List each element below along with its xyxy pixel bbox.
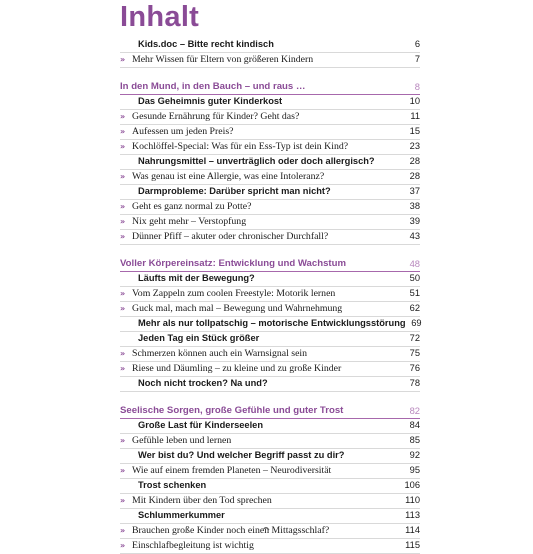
- section-gap: [120, 245, 420, 256]
- toc-subsection[interactable]: [120, 155, 420, 170]
- toc-entry[interactable]: [120, 362, 420, 377]
- chevron-double-right-icon: »: [120, 217, 126, 226]
- page-number: 39: [409, 216, 420, 226]
- toc-subsection-title: Mehr als nur tollpatschig – motorische Entwicklungsstörung: [138, 318, 406, 328]
- page-number: 11: [410, 111, 420, 121]
- page-number: 48: [409, 258, 420, 269]
- page-number: 50: [409, 273, 420, 283]
- page-title: Inhalt: [120, 1, 200, 33]
- toc-subsection-title: Trost schenken: [138, 480, 207, 490]
- page-number: 114: [405, 525, 420, 535]
- toc-entry-text: Was genau ist eine Allergie, was eine Intoleranz?: [132, 171, 325, 182]
- page-number: 92: [409, 450, 420, 460]
- toc-subsection[interactable]: [120, 509, 420, 524]
- toc-subsection[interactable]: [120, 332, 420, 347]
- page-number: 10: [409, 96, 420, 106]
- chevron-double-right-icon: »: [120, 142, 126, 151]
- page-number: 76: [409, 363, 420, 373]
- toc-entry-title: [120, 125, 404, 139]
- toc-entry[interactable]: [120, 200, 420, 215]
- section-gap: [120, 392, 420, 403]
- toc-entry-text: Riese und Däumling – zu kleine und zu große Kinder: [132, 363, 342, 374]
- toc-subsection-title: Große Last für Kinderseelen: [138, 420, 264, 430]
- toc-section-title: Seelische Sorgen, große Gefühle und guter Trost: [120, 405, 344, 416]
- toc-subsection[interactable]: [120, 185, 420, 200]
- toc-entry-title: [120, 302, 404, 316]
- toc-entry[interactable]: [120, 230, 420, 245]
- page-number: 37: [409, 186, 420, 196]
- toc-entry-title: [120, 362, 404, 376]
- toc-section-title: Voller Körpereinsatz: Entwicklung und Wachstum: [120, 258, 347, 269]
- toc-entry[interactable]: [120, 170, 420, 185]
- page-number: 23: [409, 141, 420, 151]
- chevron-double-right-icon: »: [120, 436, 126, 445]
- toc-entry-title: [120, 287, 404, 301]
- toc-entry-text: Schmerzen können auch ein Warnsignal sein: [132, 348, 308, 359]
- toc-entry-text: Nix geht mehr – Verstopfung: [132, 216, 247, 227]
- page-number: 95: [409, 465, 420, 475]
- toc-section-title: In den Mund, in den Bauch – und raus …: [120, 81, 306, 92]
- chevron-double-right-icon: »: [120, 304, 126, 313]
- chevron-double-right-icon: »: [120, 202, 126, 211]
- toc-subsection-title: Noch nicht trocken? Na und?: [138, 378, 268, 388]
- page-number: 115: [405, 540, 420, 550]
- toc-entry[interactable]: [120, 494, 420, 509]
- toc-subsection-title: Darmprobleme: Darüber spricht man nicht?: [138, 186, 331, 196]
- toc-entry[interactable]: [120, 464, 420, 479]
- page-number: 62: [409, 303, 420, 313]
- toc-entry[interactable]: [120, 524, 420, 539]
- chevron-double-right-icon: »: [120, 364, 126, 373]
- toc-entry-title: [120, 110, 404, 124]
- chevron-double-right-icon: »: [120, 541, 126, 550]
- toc-section[interactable]: [120, 403, 420, 419]
- toc-subsection[interactable]: [120, 377, 420, 392]
- toc-entry[interactable]: [120, 215, 420, 230]
- page-number: 51: [409, 288, 420, 298]
- toc-entry-text: Gefühle leben und lernen: [132, 435, 232, 446]
- toc-entry-text: Geht es ganz normal zu Potte?: [132, 201, 252, 212]
- toc-subsection-title: Das Geheimnis guter Kinderkost: [138, 96, 283, 106]
- toc-entry-title: [120, 215, 404, 229]
- chevron-double-right-icon: »: [120, 349, 126, 358]
- toc-entry-text: Brauchen große Kinder noch einen Mittagsschlaf?: [132, 525, 330, 536]
- page-number: 7: [414, 54, 420, 64]
- page-number: 28: [409, 156, 420, 166]
- page-number: 38: [409, 201, 420, 211]
- chevron-double-right-icon: »: [120, 172, 126, 181]
- toc-section[interactable]: [120, 79, 420, 95]
- toc-entry-title: [120, 539, 404, 553]
- toc-entry-text: Mit Kindern über den Tod sprechen: [132, 495, 272, 506]
- toc-subsection-title: Läufts mit der Bewegung?: [138, 273, 255, 283]
- toc-section[interactable]: [120, 256, 420, 272]
- page-number: 82: [409, 405, 420, 416]
- toc-entry[interactable]: [120, 302, 420, 317]
- toc-entry-title: [120, 53, 404, 67]
- toc-entry-text: Kochlöffel-Special: Was für ein Ess-Typ ist dein Kind?: [132, 141, 349, 152]
- page-edge-mark: [262, 524, 270, 533]
- toc-entry-title: [120, 140, 404, 154]
- page-number: 15: [409, 126, 420, 136]
- toc-subsection-title: Schlummerkummer: [138, 510, 225, 520]
- toc-entry-title: [120, 230, 404, 244]
- toc-subsection-title: Jeden Tag ein Stück größer: [138, 333, 260, 343]
- toc-entry-text: Wie auf einem fremden Planeten – Neurodiversität: [132, 465, 332, 476]
- page-number: 69: [411, 318, 422, 328]
- chevron-double-right-icon: »: [120, 289, 126, 298]
- toc-entry-title: [120, 200, 404, 214]
- toc-subsection[interactable]: [120, 272, 420, 287]
- toc-entry-title: [120, 170, 404, 184]
- toc-subsection-title: Nahrungsmittel – unverträglich oder doch allergisch?: [138, 156, 375, 166]
- page-number: 43: [409, 231, 420, 241]
- toc-entry[interactable]: [120, 53, 420, 68]
- page-number: 6: [414, 39, 420, 49]
- toc-entry[interactable]: [120, 287, 420, 302]
- page-number: 78: [409, 378, 420, 388]
- toc-subsection[interactable]: [120, 479, 420, 494]
- toc-entry[interactable]: [120, 539, 420, 554]
- toc-entry-title: [120, 494, 404, 508]
- chevron-double-right-icon: »: [120, 526, 126, 535]
- section-gap: [120, 68, 420, 79]
- toc-entry-title: [120, 347, 404, 361]
- chevron-double-right-icon: »: [120, 112, 126, 121]
- page-number: 85: [409, 435, 420, 445]
- toc-entry[interactable]: [120, 140, 420, 155]
- toc-entry[interactable]: [120, 125, 420, 140]
- toc-entry-text: Guck mal, mach mal – Bewegung und Wahrnehmung: [132, 303, 343, 314]
- toc-entry[interactable]: [120, 347, 420, 362]
- toc-subsection[interactable]: [120, 419, 420, 434]
- toc-entry-text: Dünner Pfiff – akuter oder chronischer Durchfall?: [132, 231, 329, 242]
- chevron-double-right-icon: »: [120, 466, 126, 475]
- chevron-double-right-icon: »: [120, 496, 126, 505]
- toc-subsection-title: Kids.doc – Bitte recht kindisch: [138, 39, 274, 49]
- toc-entry[interactable]: [120, 434, 420, 449]
- page-number: 72: [409, 333, 420, 343]
- toc-entry-title: [120, 464, 404, 478]
- toc-subsection[interactable]: [120, 38, 420, 53]
- toc-subsection[interactable]: [120, 95, 420, 110]
- page-number: 106: [404, 480, 420, 490]
- page-number: 113: [405, 510, 420, 520]
- toc-entry-text: Mehr Wissen für Eltern von größeren Kindern: [132, 54, 314, 65]
- chevron-double-right-icon: »: [120, 55, 126, 64]
- toc-entry-text: Einschlafbegleitung ist wichtig: [132, 540, 254, 551]
- toc-entry-text: Vom Zappeln zum coolen Freestyle: Motorik lernen: [132, 288, 336, 299]
- toc-entry[interactable]: [120, 110, 420, 125]
- toc-entry-text: Gesunde Ernährung für Kinder? Geht das?: [132, 111, 300, 122]
- table-of-contents: [120, 38, 420, 554]
- chevron-double-right-icon: »: [120, 232, 126, 241]
- chevron-double-right-icon: »: [120, 127, 126, 136]
- toc-subsection[interactable]: [120, 449, 420, 464]
- page-number: 110: [405, 495, 420, 505]
- page-number: 84: [409, 420, 420, 430]
- toc-entry-title: [120, 434, 404, 448]
- page-edge-arc: [262, 525, 270, 531]
- toc-subsection-title: Wer bist du? Und welcher Begriff passt zu dir?: [138, 450, 345, 460]
- toc-entry-text: Aufessen um jeden Preis?: [132, 126, 234, 137]
- page-number: 28: [409, 171, 420, 181]
- page-number: 8: [414, 81, 420, 92]
- page-number: 75: [409, 348, 420, 358]
- toc-subsection[interactable]: [120, 317, 420, 332]
